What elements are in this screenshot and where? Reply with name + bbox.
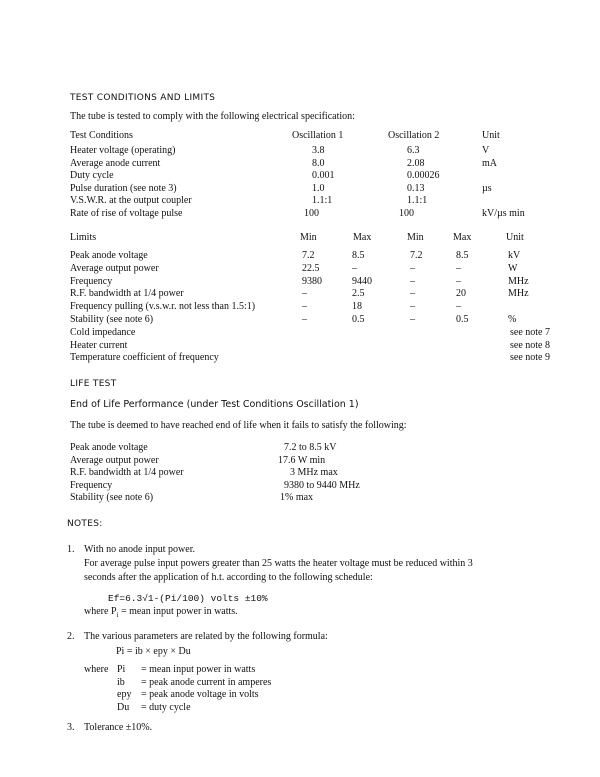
limit-max1: 9440 bbox=[352, 275, 372, 287]
condition-unit: µs bbox=[482, 182, 492, 194]
where-label: where bbox=[84, 606, 109, 617]
where-definition: = mean input power in watts. bbox=[118, 606, 238, 617]
condition-osc1: 3.8 bbox=[312, 145, 325, 156]
where-symbol: P bbox=[110, 606, 117, 617]
definition-text: = peak anode current in amperes bbox=[141, 676, 272, 688]
limit-unit: W bbox=[508, 262, 518, 274]
note-3-text: Tolerance ±10%. bbox=[84, 722, 153, 733]
condition-row bbox=[70, 145, 550, 157]
limit-min1: – bbox=[302, 301, 307, 313]
life-heading: LIFE TEST bbox=[70, 379, 117, 389]
limit-max2: 0.5 bbox=[456, 314, 469, 325]
note-2-where: where bbox=[84, 664, 109, 675]
limit-name: Frequency pulling (v.s.w.r. not less than 1.5:1) bbox=[70, 301, 256, 313]
limit-max2: – bbox=[456, 301, 461, 313]
condition-osc1: 1.1:1 bbox=[312, 195, 333, 207]
note-2-formula: Pi = ib × epy × Du bbox=[116, 646, 191, 657]
note-1-number: 1. bbox=[67, 544, 75, 555]
definition-symbol: epy bbox=[117, 689, 132, 701]
col-header: Unit bbox=[506, 232, 524, 243]
limit-min1: 22.5 bbox=[302, 262, 320, 274]
life-name: Frequency bbox=[70, 479, 113, 491]
life-row bbox=[70, 442, 550, 454]
life-value: 1% max bbox=[280, 492, 314, 504]
life-row bbox=[70, 480, 550, 492]
col-header: Test Conditions bbox=[70, 130, 133, 141]
condition-unit: kV/µs min bbox=[482, 208, 525, 219]
life-row bbox=[70, 467, 550, 479]
limit-max1: – bbox=[352, 262, 357, 274]
limit-name: Stability (see note 6) bbox=[70, 314, 154, 325]
limit-row bbox=[70, 276, 550, 288]
condition-osc1: 8.0 bbox=[312, 157, 325, 169]
life-intro: The tube is deemed to have reached end of life when it fails to satisfy the following: bbox=[70, 420, 407, 431]
definition-symbol: Du bbox=[117, 701, 130, 713]
limit-unit: MHz bbox=[508, 275, 529, 287]
limit-row bbox=[70, 340, 550, 352]
conditions-header bbox=[70, 130, 550, 142]
limit-name: R.F. bandwidth at 1/4 power bbox=[70, 288, 184, 300]
condition-row bbox=[70, 208, 550, 220]
limit-max2: 8.5 bbox=[456, 250, 469, 261]
limit-row bbox=[70, 314, 550, 326]
life-name: R.F. bandwidth at 1/4 power bbox=[70, 467, 184, 479]
condition-osc2: 2.08 bbox=[407, 157, 425, 169]
condition-osc2: 1.1:1 bbox=[407, 195, 428, 207]
condition-row bbox=[70, 183, 550, 195]
life-name: Stability (see note 6) bbox=[70, 492, 154, 504]
condition-osc1: 1.0 bbox=[312, 182, 325, 194]
condition-name: Pulse duration (see note 3) bbox=[70, 182, 177, 194]
limit-unit: MHz bbox=[508, 288, 529, 300]
limit-min2: – bbox=[410, 314, 415, 325]
condition-osc2: 6.3 bbox=[407, 145, 420, 156]
limit-row bbox=[70, 352, 550, 364]
limit-min1: – bbox=[302, 314, 307, 325]
life-row bbox=[70, 455, 550, 467]
note-3-number: 3. bbox=[67, 722, 75, 733]
condition-osc1: 100 bbox=[304, 208, 319, 219]
notes-heading: NOTES: bbox=[67, 519, 103, 529]
limit-row bbox=[70, 301, 550, 313]
condition-name: V.S.W.R. at the output coupler bbox=[70, 195, 192, 207]
limit-min2: – bbox=[410, 288, 415, 300]
limit-max2: – bbox=[456, 262, 461, 274]
life-row bbox=[70, 492, 550, 504]
limit-row bbox=[70, 327, 550, 339]
limit-max1: 0.5 bbox=[352, 314, 365, 325]
col-header: Max bbox=[453, 232, 472, 243]
limit-min1: 7.2 bbox=[302, 250, 315, 261]
limit-max1: 8.5 bbox=[352, 250, 365, 261]
definition-text: = duty cycle bbox=[141, 701, 191, 713]
life-value: 17.6 W min bbox=[278, 454, 326, 466]
col-header: Oscillation 2 bbox=[388, 130, 440, 141]
limit-unit: % bbox=[508, 314, 517, 325]
condition-unit: mA bbox=[482, 157, 497, 169]
limit-row bbox=[70, 263, 550, 275]
definition-text: = mean input power in watts bbox=[141, 664, 256, 675]
condition-osc2: 0.13 bbox=[407, 182, 425, 194]
limit-max1: 18 bbox=[352, 301, 362, 313]
limit-name: Average output power bbox=[70, 262, 159, 274]
col-header: Oscillation 1 bbox=[292, 130, 344, 141]
limit-name: Frequency bbox=[70, 275, 113, 287]
condition-osc2: 100 bbox=[399, 208, 414, 219]
note-2-line: The various parameters are related by the following formula: bbox=[84, 631, 328, 642]
note-1-formula: Ef=6.3√1-(Pi/100) volts ±10% bbox=[108, 593, 268, 604]
definition-text: = peak anode voltage in volts bbox=[141, 689, 259, 701]
limit-min1: 9380 bbox=[302, 275, 322, 287]
condition-row bbox=[70, 170, 550, 182]
limit-max1: 2.5 bbox=[352, 288, 365, 300]
note-1-line: With no anode input power. bbox=[84, 544, 195, 555]
condition-row bbox=[70, 158, 550, 170]
definition-symbol: ib bbox=[117, 676, 125, 688]
col-header: Unit bbox=[482, 130, 500, 141]
limit-name: Temperature coefficient of frequency bbox=[70, 352, 219, 364]
note-1-line: For average pulse input powers greater than 25 watts the heater voltage must be reduced within 3 bbox=[84, 558, 473, 569]
life-name: Average output power bbox=[70, 454, 159, 466]
col-header: Limits bbox=[70, 232, 97, 243]
limit-max2: – bbox=[456, 275, 461, 287]
life-value: 9380 to 9440 MHz bbox=[284, 479, 360, 491]
condition-name: Heater voltage (operating) bbox=[70, 145, 176, 156]
condition-osc2: 0.00026 bbox=[407, 170, 440, 182]
limit-name: Cold impedance bbox=[70, 326, 136, 338]
col-header: Min bbox=[300, 232, 317, 243]
note-1-line: seconds after the application of h.t. according to the following schedule: bbox=[84, 572, 373, 583]
col-header: Max bbox=[353, 232, 372, 243]
limit-row bbox=[70, 250, 550, 262]
condition-name: Duty cycle bbox=[70, 170, 114, 182]
limit-name: Peak anode voltage bbox=[70, 250, 148, 261]
test-intro: The tube is tested to comply with the following electrical specification: bbox=[70, 111, 355, 122]
life-value: 3 MHz max bbox=[290, 467, 338, 479]
note-1-where bbox=[84, 606, 238, 619]
life-value: 7.2 to 8.5 kV bbox=[284, 442, 337, 453]
limit-unit: see note 7 bbox=[510, 326, 550, 338]
limit-min2: – bbox=[410, 275, 415, 287]
limit-min2: – bbox=[410, 301, 415, 313]
condition-unit: V bbox=[482, 145, 490, 156]
life-subheading: End of Life Performance (under Test Conditions Oscillation 1) bbox=[70, 399, 359, 410]
note-2-number: 2. bbox=[67, 631, 75, 642]
test-heading: TEST CONDITIONS AND LIMITS bbox=[70, 93, 216, 103]
condition-name: Average anode current bbox=[70, 157, 161, 169]
condition-row bbox=[70, 195, 550, 207]
col-header: Min bbox=[407, 232, 424, 243]
limit-unit: see note 9 bbox=[510, 352, 550, 364]
condition-name: Rate of rise of voltage pulse bbox=[70, 208, 183, 219]
limit-name: Heater current bbox=[70, 339, 128, 351]
where-symbol-sub: i bbox=[116, 611, 119, 619]
limit-max2: 20 bbox=[456, 288, 466, 300]
definition-symbol: Pi bbox=[117, 664, 126, 675]
limit-min2: – bbox=[410, 262, 415, 274]
limits-header bbox=[70, 232, 550, 244]
life-name: Peak anode voltage bbox=[70, 442, 148, 453]
condition-osc1: 0.001 bbox=[312, 170, 335, 182]
limit-min1: – bbox=[302, 288, 307, 300]
limit-unit: see note 8 bbox=[510, 339, 550, 351]
limit-row bbox=[70, 288, 550, 300]
limit-unit: kV bbox=[508, 250, 521, 261]
limit-min2: 7.2 bbox=[410, 250, 423, 261]
